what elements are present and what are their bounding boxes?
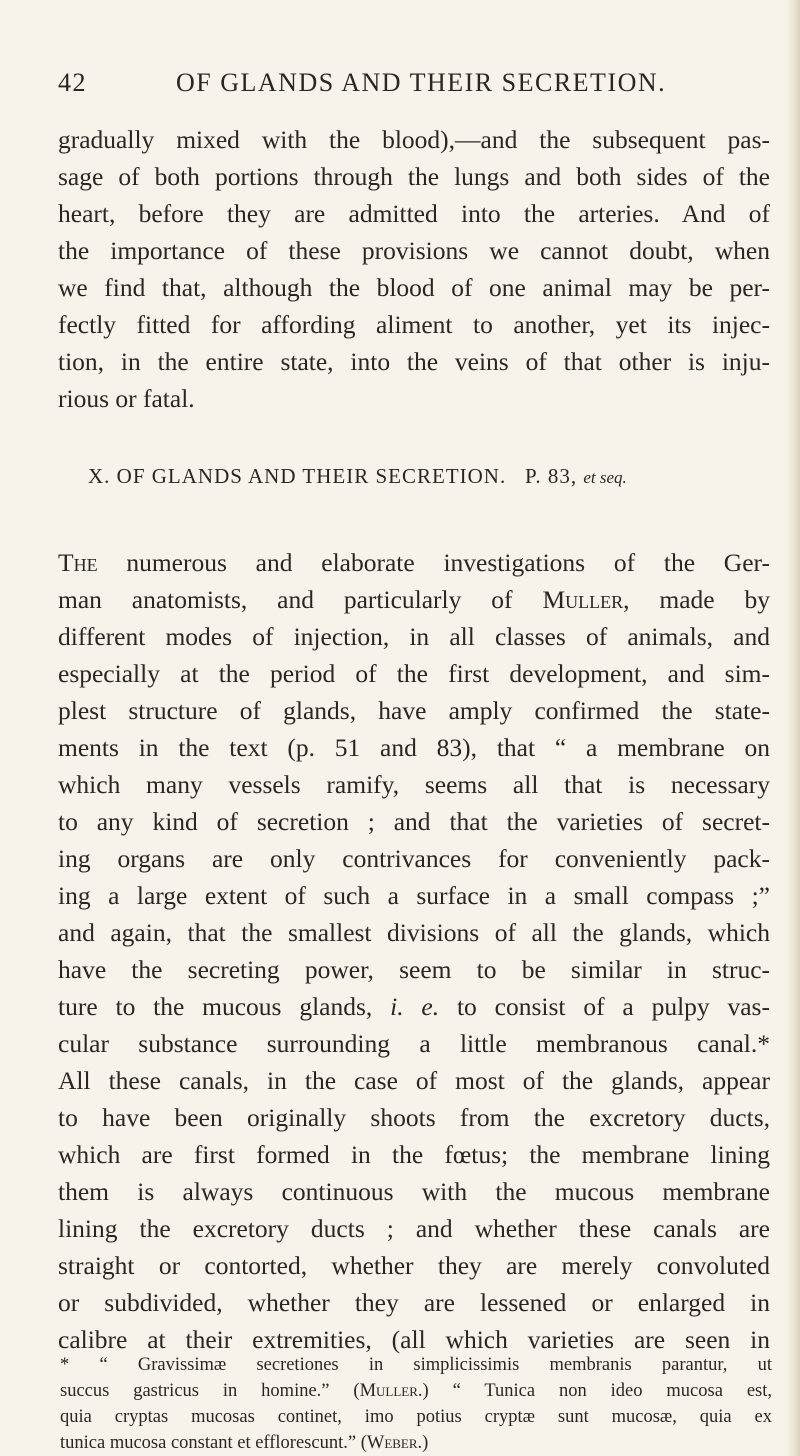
footnote-line [60, 1430, 772, 1456]
text-line [58, 988, 770, 1025]
running-header [58, 68, 758, 108]
text-line: or subdivided, whether they are lessened or enlarged in [58, 1288, 770, 1317]
text-span: man anatomists, and particularly of [58, 585, 543, 614]
text-line: the importance of these provisions we cannot doubt, when [58, 236, 770, 265]
text-line: cular substance surrounding a little membranous canal.* [58, 1029, 770, 1058]
footnote-line [60, 1378, 772, 1404]
text-span: numerous and elaborate investigations of the Ger- [97, 548, 770, 577]
text-line: fectly fitted for affording aliment to another, yet its injec- [58, 310, 770, 339]
text-line: tion, in the entire state, into the veins of that other is inju- [58, 347, 770, 376]
author-name: Muller. [359, 1381, 423, 1401]
text-line [58, 581, 770, 618]
text-line: ing a large extent of such a surface in a small compass ;” [58, 881, 770, 910]
running-title: OF GLANDS AND THEIR SECRETION. [176, 68, 667, 97]
paragraph-continuation [58, 121, 770, 417]
text-line: lining the excretory ducts ; and whether these canals are [58, 1214, 770, 1243]
abbreviation-ie: i. e. [390, 992, 440, 1021]
section-et-seq: et seq. [583, 468, 627, 487]
text-line: straight or contorted, whether they are merely convoluted [58, 1251, 770, 1280]
text-line: we find that, although the blood of one animal may be per- [58, 273, 770, 302]
author-name: Muller [542, 585, 624, 614]
author-name: Weber. [366, 1433, 423, 1453]
text-span: tunica mucosa constant et efflorescunt.” ( [60, 1433, 367, 1453]
page-edge-shadow [786, 0, 800, 1456]
text-span: to consist of a pulpy vas- [439, 992, 770, 1021]
text-line: which many vessels ramify, seems all that is necessary [58, 770, 770, 799]
section-title: X. OF GLANDS AND THEIR SECRETION. [88, 464, 507, 488]
text-line: calibre at their extremities, (all which varieties are seen in [58, 1325, 770, 1354]
section-page-ref: P. 83, [524, 464, 578, 488]
text-line: to have been originally shoots from the excretory ducts, [58, 1103, 770, 1132]
text-span: , made by [623, 585, 770, 614]
text-line: to any kind of secretion ; and that the varieties of secret- [58, 807, 770, 836]
text-line [58, 544, 770, 581]
text-line: rious or fatal. [58, 384, 195, 413]
text-line: have the secreting power, seem to be similar in struc- [58, 955, 770, 984]
text-span: ture to the mucous glands, [58, 992, 391, 1021]
text-line: especially at the period of the first development, and sim- [58, 659, 770, 688]
text-span: ) “ Tunica non ideo mucosa est, [422, 1381, 772, 1401]
paragraph-main [58, 544, 770, 1358]
text-line: them is always continuous with the mucous membrane [58, 1177, 770, 1206]
text-span: ) [422, 1433, 429, 1453]
text-line: plest structure of glands, have amply confirmed the state- [58, 696, 770, 725]
text-span: succus gastricus in homine.” ( [60, 1381, 360, 1401]
text-line: ing organs are only contrivances for conveniently pack- [58, 844, 770, 873]
footnote-line: * “ Gravissimæ secretiones in simplicissimis membranis parantur, ut [60, 1355, 772, 1375]
footnote-line: quia cryptas mucosas continet, imo potius cryptæ sunt mucosæ, quia ex [60, 1407, 772, 1427]
text-line: All these canals, in the case of most of the glands, appear [58, 1066, 770, 1095]
section-heading [88, 464, 788, 489]
page-number: 42 [58, 68, 87, 97]
text-line: different modes of injection, in all classes of animals, and [58, 622, 770, 651]
text-line: sage of both portions through the lungs and both sides of the [58, 162, 770, 191]
text-line: which are first formed in the fœtus; the membrane lining [58, 1140, 770, 1169]
text-line: ments in the text (p. 51 and 83), that “ a membrane on [58, 733, 770, 762]
text-line: heart, before they are admitted into the arteries. And of [58, 199, 770, 228]
drop-word: The [58, 548, 98, 577]
footnote [60, 1352, 772, 1456]
text-line: and again, that the smallest divisions of all the glands, which [58, 918, 770, 947]
text-line: gradually mixed with the blood),—and the subsequent pas- [58, 125, 770, 154]
